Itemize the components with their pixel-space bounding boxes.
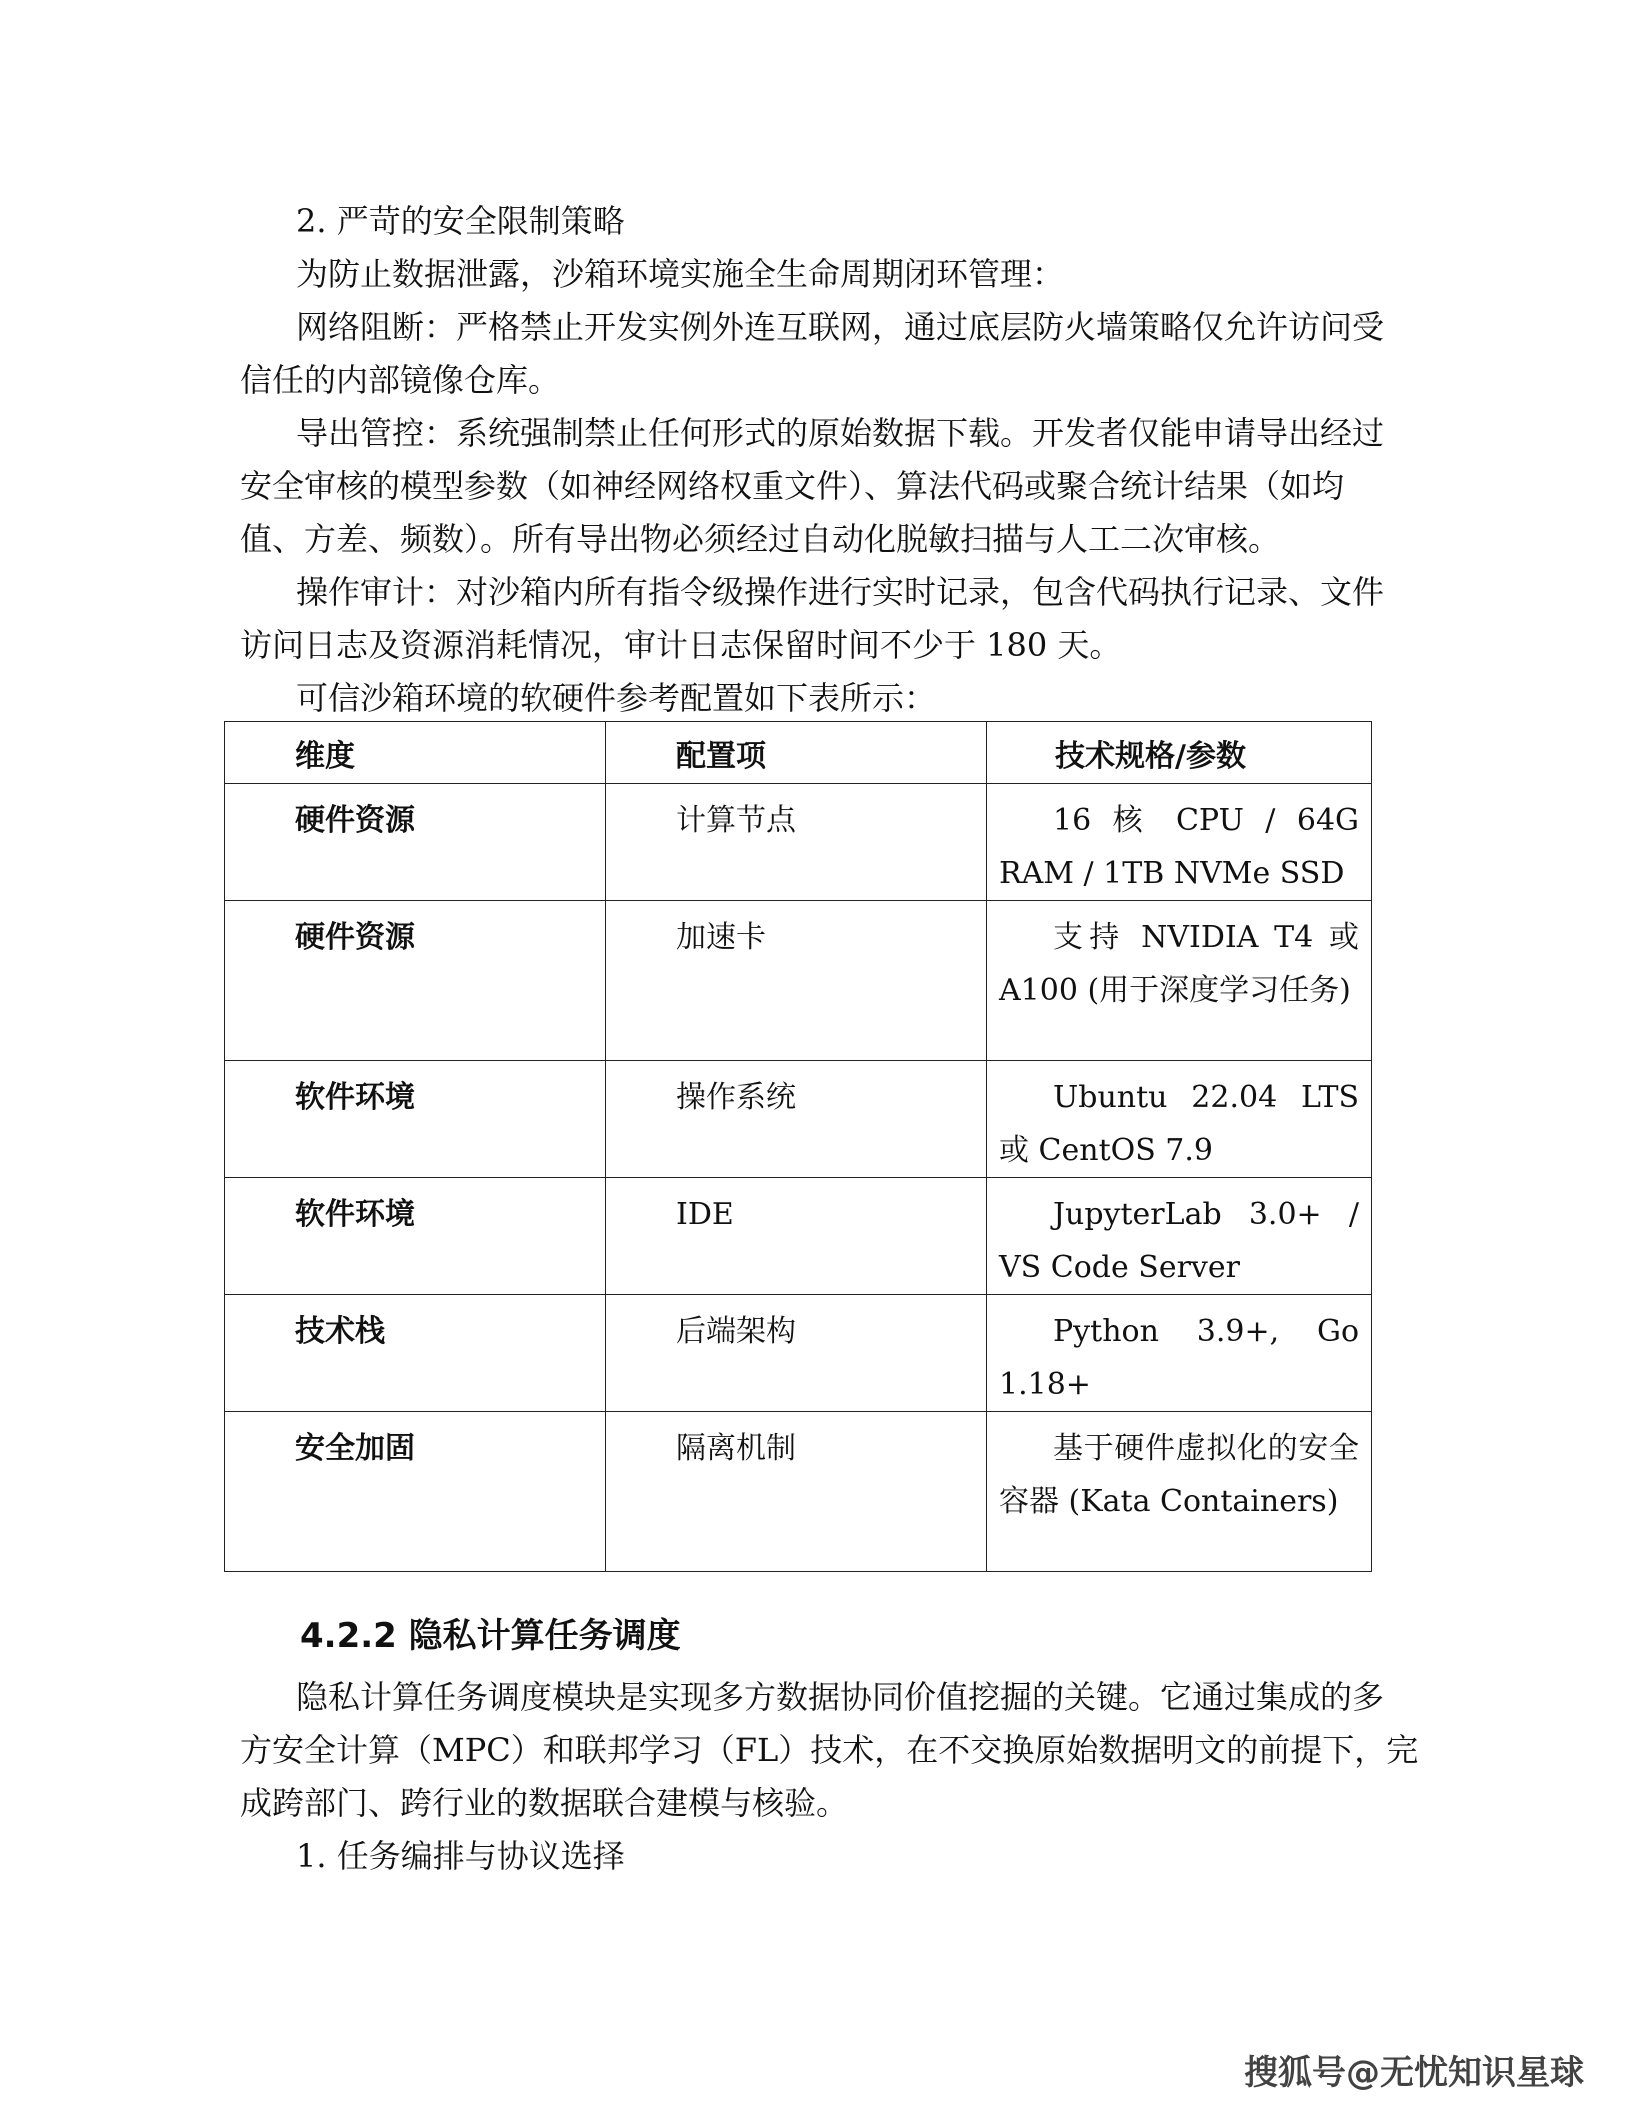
row-dimension: 技术栈	[225, 1295, 606, 1412]
row-dimension: 安全加固	[225, 1412, 606, 1572]
row-spec	[987, 1178, 1372, 1295]
network-block-line-2: 信任的内部镜像仓库。	[240, 361, 561, 399]
row-dimension: 软件环境	[225, 1061, 606, 1178]
table-row	[225, 784, 1372, 901]
row-config-item: 计算节点	[606, 784, 987, 901]
config-table	[224, 721, 1372, 1572]
row-spec	[987, 1295, 1372, 1412]
row-spec-text: 16 核 CPU / 64G RAM / 1TB NVMe SSD	[999, 803, 1359, 891]
header-dimension: 维度	[225, 722, 606, 784]
export-control-line-2: 安全审核的模型参数（如神经网络权重文件）、算法代码或聚合统计结果（如均	[240, 467, 1345, 505]
row-spec	[987, 1412, 1372, 1572]
subsection-heading: 2. 严苛的安全限制策略	[296, 202, 625, 240]
row-config-item: IDE	[606, 1178, 987, 1295]
row-dimension: 硬件资源	[225, 901, 606, 1061]
row-dimension: 硬件资源	[225, 784, 606, 901]
table-row	[225, 1061, 1372, 1178]
row-spec	[987, 784, 1372, 901]
row-config-item: 隔离机制	[606, 1412, 987, 1572]
table-row	[225, 1178, 1372, 1295]
table-row	[225, 1412, 1372, 1572]
row-config-item: 操作系统	[606, 1061, 987, 1178]
row-config-item: 加速卡	[606, 901, 987, 1061]
header-spec: 技术规格/参数	[987, 722, 1372, 784]
audit-line-2: 访问日志及资源消耗情况，审计日志保留时间不少于 180 天。	[240, 626, 1122, 664]
section-body-line-1: 隐私计算任务调度模块是实现多方数据协同价值挖掘的关键。它通过集成的多	[296, 1678, 1385, 1716]
table-intro: 可信沙箱环境的软硬件参考配置如下表所示：	[296, 679, 937, 717]
table-row	[225, 1295, 1372, 1412]
watermark: 搜狐号@无忧知识星球	[1244, 2053, 1584, 2093]
row-spec-text: JupyterLab 3.0+ / VS Code Server	[999, 1197, 1359, 1285]
section-title: 4.2.2 隐私计算任务调度	[300, 1616, 681, 1656]
subsection-heading-task: 1. 任务编排与协议选择	[296, 1837, 625, 1875]
intro-paragraph: 为防止数据泄露，沙箱环境实施全生命周期闭环管理：	[296, 255, 1065, 293]
row-spec-text: Python 3.9+, Go 1.18+	[999, 1314, 1359, 1402]
row-spec	[987, 901, 1372, 1061]
table-row	[225, 901, 1372, 1061]
export-control-line-1: 导出管控：系统强制禁止任何形式的原始数据下载。开发者仅能申请导出经过	[296, 414, 1385, 452]
row-spec	[987, 1061, 1372, 1178]
audit-line-1: 操作审计：对沙箱内所有指令级操作进行实时记录，包含代码执行记录、文件	[296, 573, 1385, 611]
row-config-item: 后端架构	[606, 1295, 987, 1412]
row-spec-text: 支持 NVIDIA T4 或 A100 (用于深度学习任务)	[999, 920, 1359, 1008]
export-control-line-3: 值、方差、频数）。所有导出物必须经过自动化脱敏扫描与人工二次审核。	[240, 520, 1281, 558]
row-dimension: 软件环境	[225, 1178, 606, 1295]
network-block-line-1: 网络阻断：严格禁止开发实例外连互联网，通过底层防火墙策略仅允许访问受	[296, 308, 1385, 346]
row-spec-text: 基于硬件虚拟化的安全容器 (Kata Containers)	[999, 1431, 1359, 1519]
section-body-line-3: 成跨部门、跨行业的数据联合建模与核验。	[240, 1784, 849, 1822]
header-config-item: 配置项	[606, 722, 987, 784]
row-spec-text: Ubuntu 22.04 LTS 或 CentOS 7.9	[999, 1080, 1359, 1168]
section-body-line-2: 方安全计算（MPC）和联邦学习（FL）技术，在不交换原始数据明文的前提下，完	[240, 1731, 1419, 1769]
table-header-row	[225, 722, 1372, 784]
